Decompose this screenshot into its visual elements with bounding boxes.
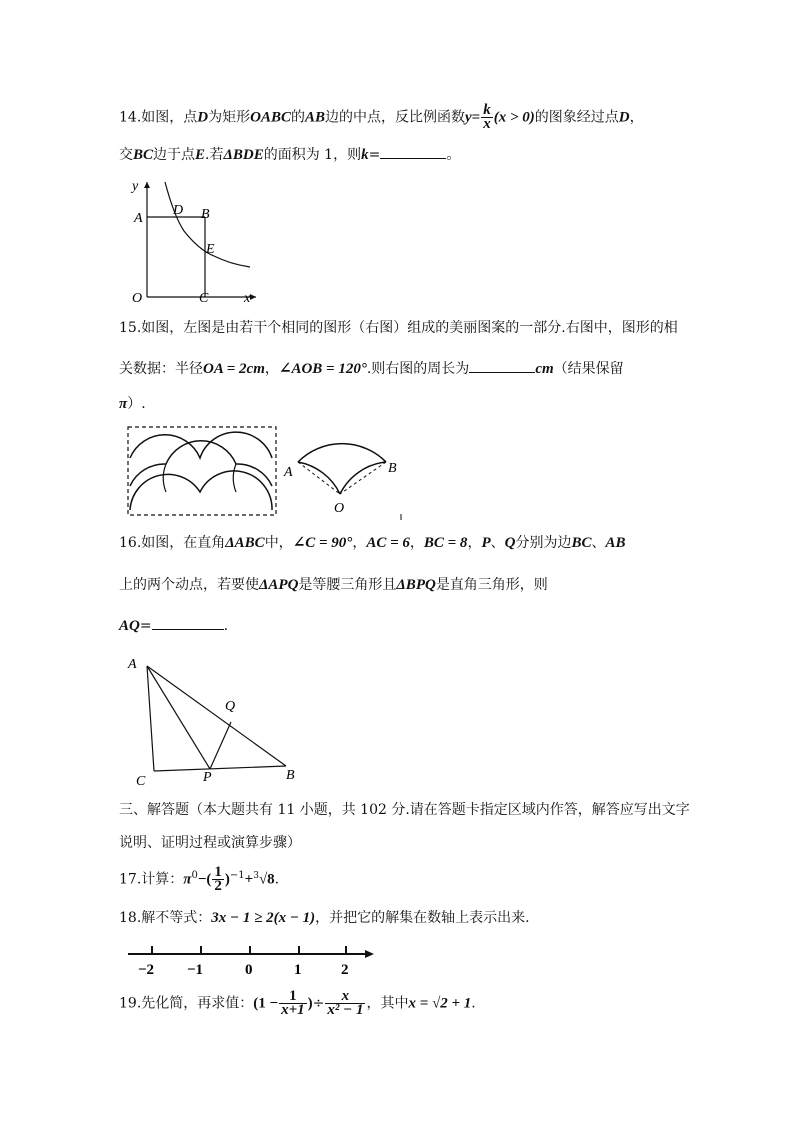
label-c: C (136, 774, 146, 786)
label-a: A (284, 465, 293, 480)
label-a: A (134, 211, 143, 226)
label-e: E (206, 242, 215, 257)
radius-ob (340, 462, 386, 494)
section-3-heading: 三、解答题（本大题共有 11 小题，共 102 分.请在答题卡指定区域内作答，解答应写出文字 (119, 802, 690, 818)
label-p: P (203, 770, 212, 785)
answer-blank[interactable] (380, 146, 446, 159)
label-o: O (132, 291, 143, 306)
label-a: A (128, 657, 137, 672)
q16-number: 16. (119, 535, 142, 551)
segment-pq (210, 722, 231, 769)
arc-row-3 (130, 471, 272, 510)
q18-line: 18.解不等式：3x − 1 ≥ 2(x − 1)，并把它的解集在数轴上表示出来. (119, 910, 530, 926)
q16-line3: AQ= . (119, 618, 229, 634)
q15-line3: π）. (119, 396, 146, 412)
q14-line2: 交BC边于点E.若ΔBDE的面积为 1，则k= 。 (119, 147, 461, 163)
q19-fraction-2: $\frac{x}{\text{x² − 1}}$ (327, 988, 364, 1018)
outer-arc (298, 444, 386, 462)
radius-oa (298, 462, 340, 494)
label-b: B (286, 768, 295, 783)
side-ab (147, 666, 286, 766)
x-axis-arrow (250, 294, 256, 300)
label-q: Q (225, 699, 236, 714)
side-cb (154, 766, 286, 771)
tick-label-2: 2 (341, 962, 349, 978)
label-o: O (334, 501, 345, 516)
label-b: B (388, 461, 397, 476)
q15-number: 15. (119, 320, 142, 336)
label-b: B (201, 207, 210, 222)
q19-number: 19. (119, 995, 142, 1012)
label-c: C (199, 291, 209, 306)
tick-label-0: 0 (245, 962, 253, 978)
q17-line: 17.计算：$\pi^0-$( $\frac{1}{2}$ )$^{-1}$+$^3$√8. (119, 864, 280, 895)
q14-line1: 14.如图，点D为矩形OABC的AB边的中点，反比例函数y= $\frac{k}{x}$ (x > 0)的图象经过点D， (119, 102, 644, 132)
q19-line: 19.先化简，再求值：(1 − $\frac{1}{x+1}$ )÷ $\frac{x}{\text{x² − 1}}$ ，其中x = √2 + 1. (119, 988, 476, 1018)
q15-unit-figure (282, 430, 408, 526)
q18-number: 18. (119, 910, 142, 926)
arc-joins (163, 464, 236, 492)
q14-number: 14. (119, 109, 142, 126)
q16-line1: 16.如图，在直角ΔABC中，∠C = 90°，AC = 6，BC = 8，P、Q分别为边BC、AB (119, 535, 626, 551)
tick-label-1: 1 (294, 962, 302, 978)
label-d: D (173, 203, 184, 218)
label-y: y (132, 179, 139, 194)
segment-ap (147, 666, 210, 769)
tick-label-neg1: −1 (187, 962, 204, 978)
q19-fraction-1: $\frac{1}{x+1}$ (281, 988, 305, 1018)
q15-pattern-figure (126, 424, 280, 518)
q16-triangle-figure (124, 652, 314, 786)
q14-fraction: $\frac{k}{x}$ (483, 102, 491, 132)
number-line-arrow (365, 950, 374, 958)
answer-blank[interactable] (152, 617, 224, 630)
tick-label-neg2: −2 (138, 962, 155, 978)
q16-line2: 上的两个动点，若要使ΔAPQ是等腰三角形且ΔBPQ是直角三角形，则 (119, 577, 548, 593)
label-x: x (244, 291, 251, 306)
q17-fraction: $\frac{1}{2}$ (214, 864, 222, 895)
side-ac (147, 666, 154, 771)
section-3-heading-cont: 说明、证明过程或演算步骤） (119, 835, 301, 851)
q17-number: 17. (119, 871, 142, 888)
number-line[interactable] (124, 940, 378, 982)
answer-blank[interactable] (469, 360, 535, 373)
y-axis-arrow (144, 182, 150, 188)
q15-line2: 关数据：半径OA = 2cm，∠AOB = 120°.则右图的周长为 cm（结果保留 (119, 361, 624, 377)
q14-figure (124, 176, 264, 308)
q15-line1: 15.如图，左图是由若干个相同的图形（右图）组成的美丽图案的一部分.右图中，图形的相 (119, 320, 678, 336)
arc-row-1 (130, 432, 272, 458)
arc-row-2 (130, 441, 272, 486)
